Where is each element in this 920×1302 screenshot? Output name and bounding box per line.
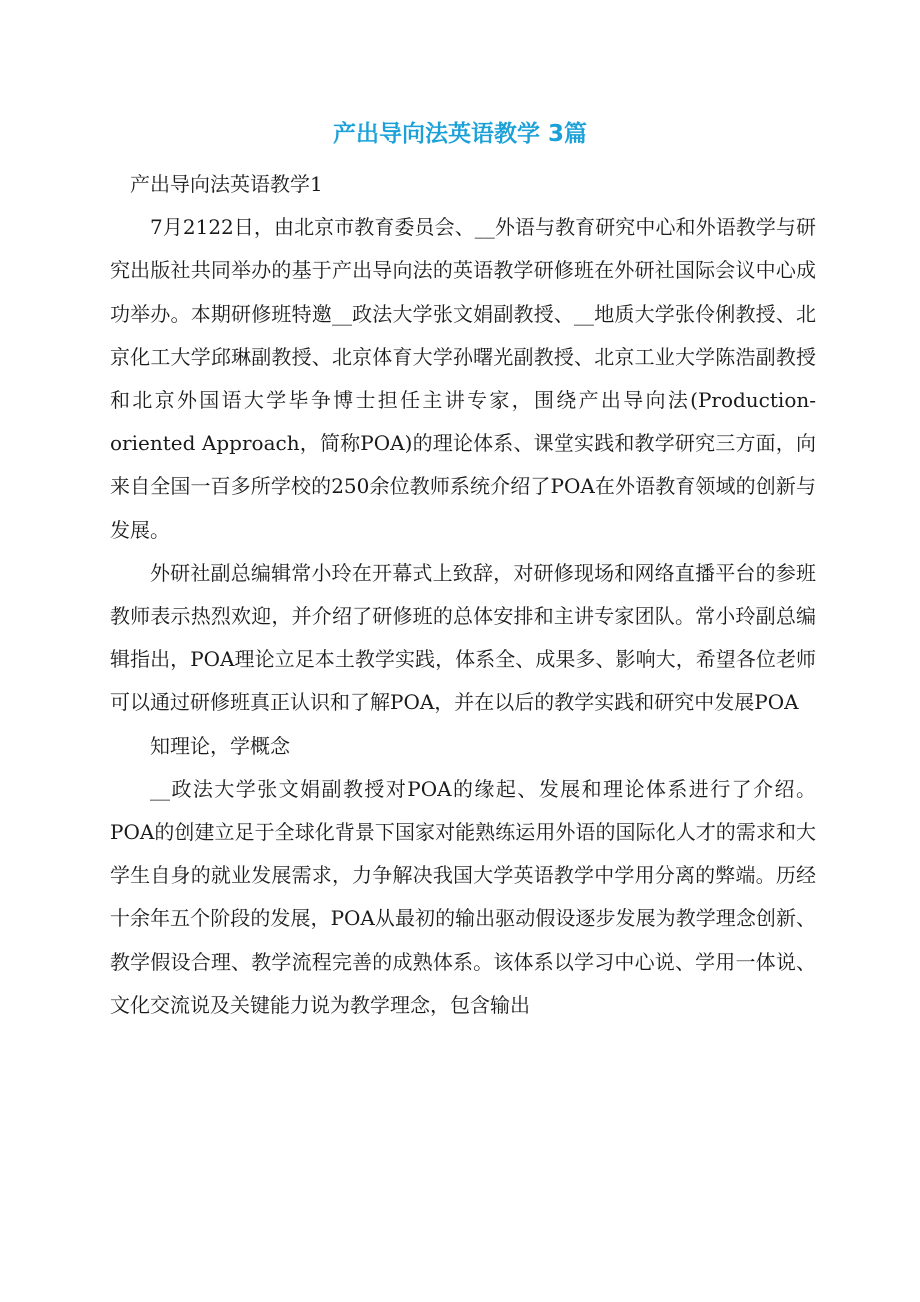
paragraph-3: __政法大学张文娟副教授对POA的缘起、发展和理论体系进行了介绍。POA的创建立足于全球化背景下国家对能熟练运用外语的国际化人才的需求和大学生自身的就业发展需求，力争解决我国大学英语教学中学用分离的弊端。历经十余年五个阶段的发展，POA从最初的输出驱动假设逐步发展为教学理念创新、教学假设合理、教学流程完善的成熟体系。该体系以学习中心说、学用一体说、文化交流说及关键能力说为教学理念，包含输出 [110,776,816,1017]
document-body [110,163,816,1027]
paragraph-2: 外研社副总编辑常小玲在开幕式上致辞，对研修现场和网络直播平台的参班教师表示热烈欢迎，并介绍了研修班的总体安排和主讲专家团队。常小玲副总编辑指出，POA理论立足本土教学实践，体系全、成果多、影响大，希望各位老师可以通过研修班真正认识和了解POA，并在以后的教学实践和研究中发展POA [110,560,816,715]
paragraph-1: 7月2122日，由北京市教育委员会、__外语与教育研究中心和外语教学与研究出版社共同举办的基于产出导向法的英语教学研修班在外研社国际会议中心成功举办。本期研修班特邀__政法大学张文娟副教授、__地质大学张伶俐教授、北京化工大学邱琳副教授、北京体育大学孙曙光副教授、北京工业大学陈浩副教授和北京外国语大学毕争博士担任主讲专家，围绕产出导向法(Production-oriented Approach，简称POA)的理论体系、课堂实践和教学研究三方面，向来自全国一百多所学校的250余位教师系统介绍了POA在外语教育领域的创新与发展。 [110,215,816,542]
document-title: 产出导向法英语教学 3篇 [332,121,587,147]
section-subtitle: 产出导向法英语教学1 [130,172,323,196]
section-heading: 知理论，学概念 [150,733,290,758]
